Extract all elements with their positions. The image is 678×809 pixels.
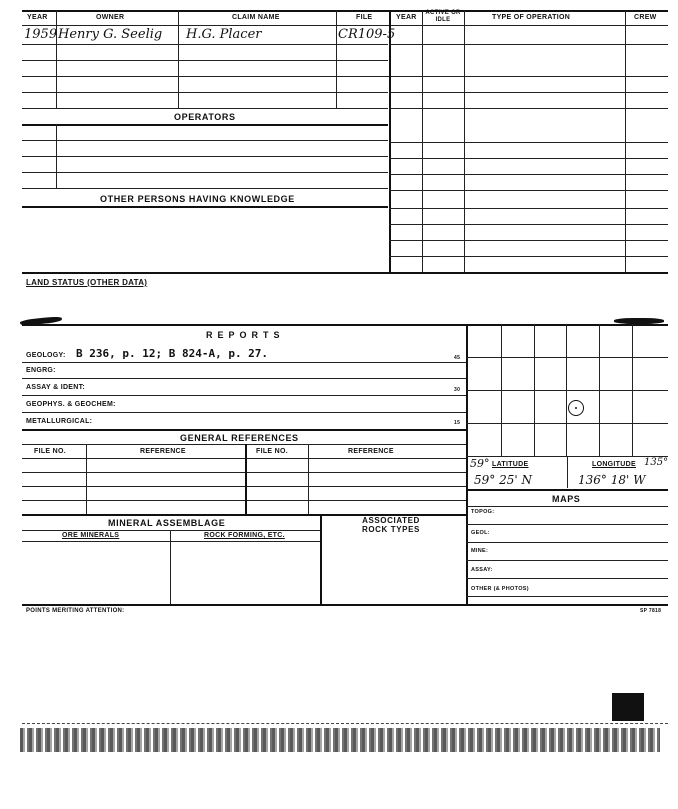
col-line — [178, 10, 179, 108]
ref-col-reference-2: REFERENCE — [348, 448, 394, 455]
margin-number: 45 — [454, 355, 461, 361]
row-line — [466, 578, 668, 579]
topog-label: TOPOG: — [471, 509, 495, 515]
center-divider — [389, 10, 391, 272]
land-status-label: LAND STATUS (OTHER DATA) — [26, 278, 148, 287]
row-line — [22, 395, 466, 396]
col-line — [245, 444, 247, 514]
row-line — [389, 256, 668, 257]
row-line — [389, 108, 668, 109]
form-number: SP 7818 — [640, 608, 662, 614]
row-line — [389, 92, 668, 93]
row-line — [389, 190, 668, 191]
grid-row — [466, 357, 668, 358]
row-line — [466, 489, 668, 491]
row-line — [22, 92, 388, 93]
latitude-degree-prefix: 59° — [470, 457, 490, 470]
geophys-label: GEOPHYS. & GEOCHEM: — [26, 401, 116, 408]
right-panel-divider — [466, 324, 468, 604]
scan-noise-band — [20, 728, 660, 752]
mineral-assemblage-heading: MINERAL ASSEMBLAGE — [108, 518, 226, 528]
longitude-label: LONGITUDE — [592, 461, 636, 468]
associated-rock-types-heading: ASSOCIATED ROCK TYPES — [361, 516, 420, 534]
location-marker-icon — [568, 400, 584, 416]
row-line — [22, 486, 466, 487]
header-active-idle: ACTIVE OR IDLE — [425, 10, 461, 23]
other-persons-heading: OTHER PERSONS HAVING KNOWLEDGE — [100, 194, 295, 204]
header-year: YEAR — [27, 14, 48, 21]
scan-line — [22, 723, 668, 724]
col-line — [56, 124, 57, 188]
geol-label: GEOL: — [471, 530, 490, 536]
row-line — [22, 206, 388, 208]
col-line — [86, 444, 87, 514]
assay-map-label: ASSAY: — [471, 567, 493, 573]
longitude-value: 136° 18' W — [578, 473, 646, 487]
row-line — [22, 444, 466, 445]
top-border — [22, 10, 668, 12]
latitude-label: LATITUDE — [492, 461, 529, 468]
rock-forming-label: ROCK FORMING, ETC. — [204, 532, 285, 539]
col-line — [625, 10, 626, 272]
ore-minerals-label: ORE MINERALS — [62, 532, 120, 539]
row-line — [389, 208, 668, 209]
maps-heading: MAPS — [552, 494, 581, 504]
ref-col-file-no-2: FILE NO. — [256, 448, 288, 455]
row-line — [466, 506, 668, 507]
row-line — [22, 124, 388, 126]
margin-number: 30 — [454, 387, 461, 393]
row-line — [389, 158, 668, 159]
bottom-border — [22, 604, 668, 606]
grid-row — [466, 423, 668, 424]
col-line — [336, 10, 337, 108]
col-line — [567, 456, 568, 488]
row-line — [22, 60, 388, 61]
col-line — [320, 514, 322, 604]
geology-value: B 236, p. 12; B 824-A, p. 27. — [76, 347, 269, 360]
row-line — [22, 530, 320, 531]
header-file: FILE — [356, 14, 373, 21]
ref-col-file-no: FILE NO. — [34, 448, 66, 455]
row-line — [22, 156, 388, 157]
entry-file: CR109-5 — [338, 27, 396, 42]
row-line — [22, 76, 668, 77]
row-line — [22, 412, 466, 413]
general-references-heading: GENERAL REFERENCES — [180, 433, 299, 443]
header-underline — [22, 25, 668, 26]
geology-label: GEOLOGY: — [26, 352, 66, 359]
metallurgical-label: METALLURGICAL: — [26, 418, 93, 425]
col-line — [56, 10, 57, 108]
row-line — [22, 500, 466, 501]
row-line — [22, 140, 388, 141]
header-owner: OWNER — [96, 14, 125, 21]
row-line — [466, 560, 668, 561]
row-line — [22, 458, 466, 459]
row-line — [389, 174, 668, 175]
row-line — [389, 142, 668, 143]
row-line — [22, 172, 388, 173]
header-year-2: YEAR — [396, 14, 417, 21]
mine-label: MINE: — [471, 548, 489, 554]
entry-claim-name: H.G. Placer — [186, 27, 262, 42]
row-line — [389, 224, 668, 225]
engrg-label: ENGRG: — [26, 367, 56, 374]
ref-col-reference: REFERENCE — [140, 448, 186, 455]
header-type-of-operation: TYPE OF OPERATION — [492, 14, 571, 21]
grid-row — [466, 390, 668, 391]
col-line — [308, 444, 309, 514]
row-line — [22, 362, 466, 363]
entry-year: 1959 — [24, 27, 58, 42]
header-claim-name: CLAIM NAME — [232, 14, 280, 21]
row-line — [22, 44, 388, 45]
other-photos-label: OTHER (& PHOTOS) — [471, 586, 529, 592]
row-line — [22, 541, 320, 542]
row-line — [22, 429, 466, 431]
row-line — [22, 108, 388, 109]
margin-number: 15 — [454, 420, 461, 426]
reports-top-border — [22, 324, 668, 326]
row-line — [389, 44, 668, 45]
operators-heading: OPERATORS — [174, 112, 236, 122]
row-line — [389, 240, 668, 241]
header-crew: CREW — [634, 14, 657, 21]
row-line — [22, 378, 466, 379]
assay-label: ASSAY & IDENT: — [26, 384, 86, 391]
points-meriting-label: POINTS MERITING ATTENTION: — [26, 608, 125, 614]
row-line — [466, 524, 668, 525]
col-line — [464, 10, 465, 272]
col-line — [422, 10, 423, 272]
longitude-degree-suffix: 135° — [644, 457, 669, 468]
row-line — [22, 472, 466, 473]
reports-heading: REPORTS — [206, 330, 285, 340]
col-line — [170, 530, 171, 604]
registration-mark — [612, 693, 644, 721]
row-line — [466, 596, 668, 597]
entry-owner: Henry G. Seelig — [58, 27, 163, 42]
row-line — [22, 272, 668, 274]
latitude-value: 59° 25' N — [474, 473, 532, 487]
row-line — [22, 188, 388, 189]
row-line — [466, 542, 668, 543]
